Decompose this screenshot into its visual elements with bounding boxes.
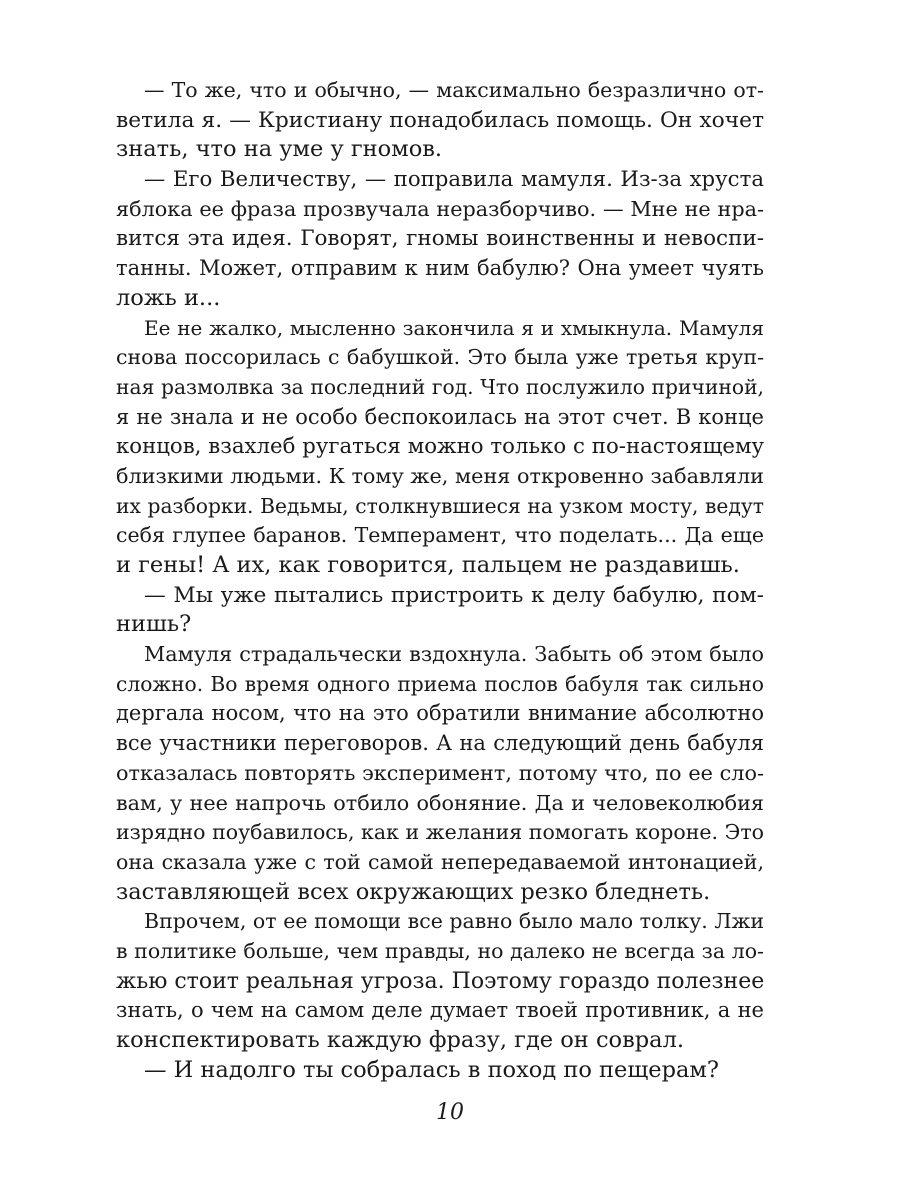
text-line: знать, о чем на самом деле думает твоей противник, а не: [116, 998, 764, 1023]
text-line: заставляющей всех окружающих резко бледнеть.: [116, 878, 711, 905]
text-line: — Его Величеству, — поправила мамуля. Из-за хруста: [144, 167, 764, 193]
text-line: жью стоит реальная угроза. Поэтому гораздо полезнее: [116, 968, 765, 994]
text-line: танны. Может, отправим к ним бабулю? Она умеет чуять: [116, 256, 764, 281]
text-line: себя глупее баранов. Темперамент, что поделать... Да еще: [116, 523, 764, 548]
text-line: близкими людьми. К тому же, меня откровенно забавляли: [116, 463, 764, 488]
text-line: Ее не жалко, мысленно закончила я и хмыкнула. Мамуля: [144, 315, 764, 340]
text-line: — И надолго ты собралась в поход по пещерам?: [144, 1056, 719, 1083]
text-line: концов, взахлеб ругаться можно только с по-настоящему: [116, 434, 764, 460]
text-line: вится эта идея. Говорят, гномы воинственны и невоспи-: [116, 226, 764, 252]
text-line: Впрочем, от ее помощи все равно было мало толку. Лжи: [144, 909, 764, 934]
text-line: конспектировать каждую фразу, где он соврал.: [116, 1027, 685, 1053]
body-text: [116, 76, 764, 1085]
text-line: ная размолвка за последний год. Что послужило причиной,: [116, 374, 764, 399]
text-line: и гены! А их, как говорится, пальцем не раздавишь.: [116, 552, 740, 578]
text-line: дергала носом, что на это обратили внимание абсолютно: [116, 701, 764, 726]
text-line: — Мы уже пытались пристроить к делу бабулю, пом-: [144, 582, 764, 608]
text-line: нишь?: [116, 611, 192, 638]
text-line: снова поссорилась с бабушкой. Это была уже третья круп-: [116, 345, 764, 370]
text-line: их разборки. Ведьмы, столкнувшиеся на узком мосту, ведут: [116, 493, 764, 518]
text-line: ложь и...: [116, 284, 221, 311]
text-line: отказалась повторять эксперимент, потому что, по ее сло-: [116, 760, 764, 785]
text-line: изрядно поубавилось, как и желания помогать короне. Это: [116, 820, 764, 845]
text-line: сложно. Во время одного приема послов бабуля так сильно: [116, 671, 764, 696]
text-line: знать, что на уме у гномов.: [116, 136, 443, 163]
text-line: она сказала уже с той самой непередаваемой интонацией,: [116, 849, 764, 874]
text-line: все участники переговоров. А на следующий день бабуля: [116, 731, 764, 756]
text-line: Мамуля страдальчески вздохнула. Забыть об этом было: [144, 642, 764, 667]
text-line: я не знала и не особо беспокоилась на этот счет. В конце: [116, 404, 764, 429]
text-line: — То же, что и обычно, — максимально безразлично от-: [144, 78, 764, 102]
text-line: яблока ее фраза прозвучала неразборчиво. — Мне не нра-: [116, 196, 764, 221]
page-number: 10: [436, 1100, 464, 1125]
text-line: ветила я. — Кристиану понадобилась помощь. Он хочет: [116, 107, 764, 133]
text-line: вам, у нее напрочь отбило обоняние. Да и человеколюбия: [116, 790, 764, 815]
text-line: в политике больше, чем правды, но далеко не всегда за ло-: [116, 938, 764, 963]
